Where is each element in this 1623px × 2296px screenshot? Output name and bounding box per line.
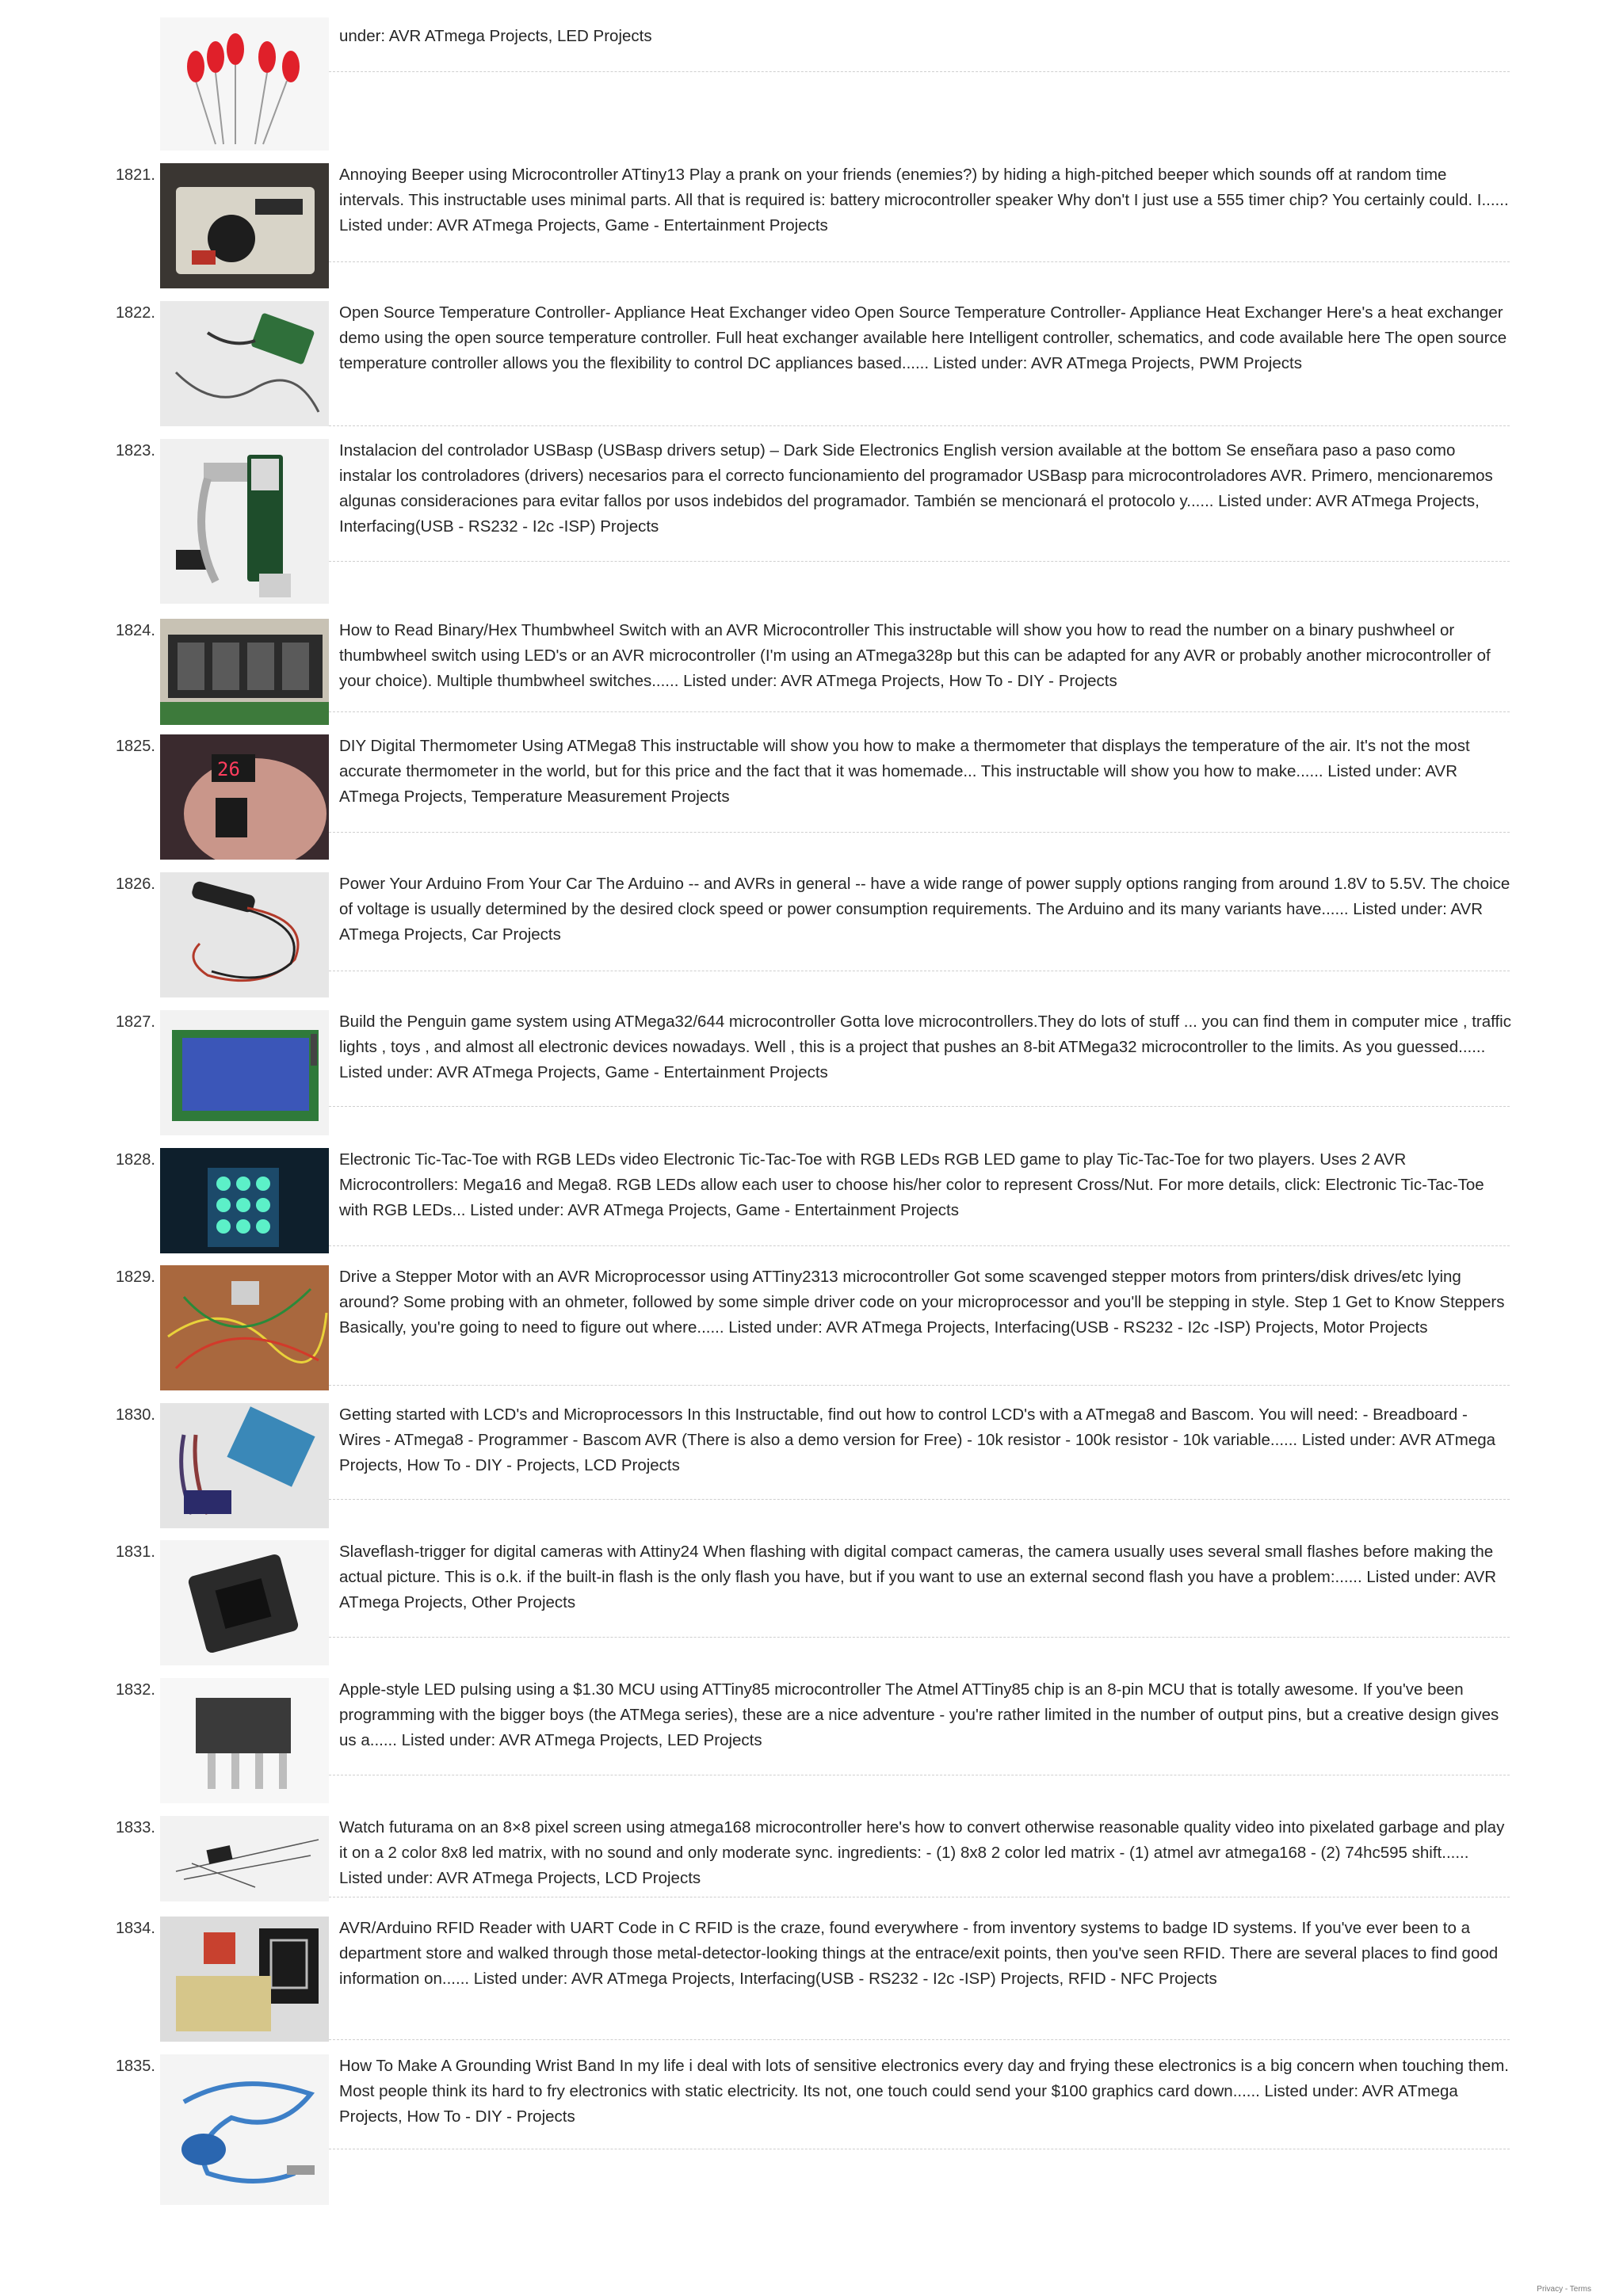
- grounding-wrist-band-photo-icon[interactable]: [160, 2054, 329, 2205]
- item-number: 1833.: [115, 1819, 155, 1836]
- item-number: 1823.: [115, 442, 155, 460]
- item-description[interactable]: Slaveflash-trigger for digital cameras with Attiny24 When flashing with digital compact cameras, the camera usually uses several small flashes before making the actual picture. This is o.k. if the built-in flash is the only flash you have, but if you want to use an external second flash you have a problem:...... Listed under: AVR ATmega Projects, Other Projects: [339, 1543, 1497, 1611]
- item-number: 1835.: [115, 2058, 155, 2075]
- item-number: 1831.: [115, 1543, 155, 1561]
- svg-text:26: 26: [217, 758, 240, 780]
- item-number: 1822.: [115, 304, 155, 322]
- divider: [329, 711, 1510, 712]
- item-number: 1825.: [115, 738, 155, 755]
- item-number: 1834.: [115, 1920, 155, 1937]
- led-matrix-sketch-photo-icon[interactable]: [160, 1816, 329, 1901]
- slave-flash-trigger-photo-icon[interactable]: [160, 1540, 329, 1665]
- item-description[interactable]: How to Read Binary/Hex Thumbwheel Switch with an AVR Microcontroller This instructable will show you how to read the number on a binary pushwheel or thumbwheel switch using LED's or an AVR microcontroller (I'm using an ATmega328p but this can be adapted for any AVR or probably another microcontroller of your choice). Multiple thumbwheel switches...... Listed under: AVR ATmega Projects, How To - DIY - Projects: [339, 621, 1491, 690]
- item-description[interactable]: Drive a Stepper Motor with an AVR Microprocessor using ATTiny2313 microcontroller Got some scavenged stepper motors from printers/disk drives/etc lying around? Some probing with an ohmeter, followed by some simple driver code on your microprocessor and you'll be stepping in style. Step 1 Get to Know Steppers Basically, you're going to need to figure out where...... Listed under: AVR ATmega Projects, Interfacing(USB - RS232 - I2c -ISP) Projects, Motor Projects: [339, 1268, 1505, 1337]
- divider: [329, 1385, 1510, 1386]
- item-description[interactable]: Open Source Temperature Controller- Appliance Heat Exchanger video Open Source Temperature Controller- Appliance Heat Exchanger Here's a heat exchanger demo using the open source temperature controller. Full heat exchanger available here Intelligent controller, schematics, and code available here The open source temperature controller allows you the flexibility to control DC appliances based...... Listed under: AVR ATmega Projects, PWM Projects: [339, 303, 1507, 372]
- item-description[interactable]: Instalacion del controlador USBasp (USBasp drivers setup) – Dark Side Electronics English version available at the bottom Se enseñara paso a paso como instalar los controladores (drivers) necesarios para el correcto funcionamiento del programador USBasp para microcontroladores AVR. Primero, mencionaremos algunas consideraciones para evitar fallos por usos indebidos del programador. También se mencionará el protocolo y...... Listed under: AVR ATmega Projects, Interfacing(USB - RS232 - I2c -ISP) Projects: [339, 441, 1493, 536]
- temperature-controller-photo-icon[interactable]: [160, 301, 329, 426]
- car-power-cable-photo-icon[interactable]: [160, 872, 329, 997]
- digital-thermometer-photo-icon[interactable]: [160, 734, 329, 860]
- divider: [329, 1499, 1510, 1500]
- item-description[interactable]: Annoying Beeper using Microcontroller ATtiny13 Play a prank on your friends (enemies?) by hiding a high-pitched beeper which sounds off at random time intervals. This instructable uses minimal parts. All that is required is: battery microcontroller speaker Why don't I just use a 555 timer chip? You certainly could. I...... Listed under: AVR ATmega Projects, Game - Entertainment Projects: [339, 166, 1509, 235]
- rfid-reader-photo-icon[interactable]: [160, 1917, 329, 2042]
- divider: [329, 561, 1510, 562]
- item-number: 1828.: [115, 1151, 155, 1169]
- divider: [329, 71, 1510, 72]
- item-number: 1827.: [115, 1013, 155, 1031]
- divider: [329, 832, 1510, 833]
- divider: [329, 261, 1510, 262]
- divider: [329, 2039, 1510, 2040]
- footer-links[interactable]: Privacy - Terms: [1537, 2285, 1591, 2294]
- divider: [329, 1106, 1510, 1107]
- item-number: 1821.: [115, 166, 155, 184]
- usbasp-programmer-photo-icon[interactable]: [160, 439, 329, 604]
- rgb-led-tic-tac-toe-photo-icon[interactable]: [160, 1148, 329, 1253]
- item-description[interactable]: Build the Penguin game system using ATMega32/644 microcontroller Gotta love microcontrollers.They do lots of stuff ... you can find them in computer mice , traffic lights , toys , and almost all electronic devices nowadays. Well , this is a project that pushes an 8-bit ATMega32 microcontroller to the limits. As you guessed...... Listed under: AVR ATmega Projects, Game - Entertainment Projects: [339, 1013, 1511, 1081]
- item-description[interactable]: AVR/Arduino RFID Reader with UART Code in C RFID is the craze, found everywhere - from inventory systems to badge ID systems. If you've ever been to a department store and walked through those metal-detector-looking things at the entrace/exit points, then you've seen RFID. There are several places to find good information on...... Listed under: AVR ATmega Projects, Interfacing(USB - RS232 - I2c -ISP) Projects, RFID - NFC Projects: [339, 1919, 1499, 1988]
- divider: [329, 1637, 1510, 1638]
- item-number: 1826.: [115, 875, 155, 893]
- divider: [329, 425, 1510, 426]
- red-leds-photo-icon[interactable]: [160, 17, 329, 151]
- item-description[interactable]: Getting started with LCD's and Microprocessors In this Instructable, find out how to control LCD's with a ATmega8 and Bascom. You will need: - Breadboard - Wires - ATmega8 - Programmer - Bascom AVR (There is also a demo version for Free) - 10k resistor - 100k resistor - 10k variable...... Listed under: AVR ATmega Projects, How To - DIY - Projects, LCD Projects: [339, 1405, 1496, 1474]
- item-description[interactable]: How To Make A Grounding Wrist Band In my life i deal with lots of sensitive electronics every day and frying these electronics is a big concern when touching them. Most people think its hard to fry electronics with static electricity. Its not, one touch could send your $100 graphics card down...... Listed under: AVR ATmega Projects, How To - DIY - Projects: [339, 2057, 1509, 2126]
- lcd-game-screen-photo-icon[interactable]: [160, 1010, 329, 1135]
- item-description[interactable]: Watch futurama on an 8×8 pixel screen using atmega168 microcontroller here's how to convert otherwise reasonable quality video into pixelated garbage and play it on a 2 color 8x8 led matrix, with no sound and only moderate sync. ingredients: - (1) 8x8 2 color led matrix - (1) atmel avr atmega168 - (2) 74hc595 shift...... Listed under: AVR ATmega Projects, LCD Projects: [339, 1818, 1505, 1887]
- divider: [329, 1245, 1510, 1246]
- attiny85-chip-photo-icon[interactable]: [160, 1678, 329, 1803]
- stepper-motor-wiring-photo-icon[interactable]: [160, 1265, 329, 1390]
- item-description[interactable]: DIY Digital Thermometer Using ATMega8 This instructable will show you how to make a thermometer that displays the temperature of the air. It's not the most accurate thermometer in the world, but for this price and the fact that it was homemade... This instructable will show you how to make...... Listed under: AVR ATmega Projects, Temperature Measurement Projects: [339, 737, 1470, 806]
- item-number: 1832.: [115, 1681, 155, 1699]
- item-description[interactable]: under: AVR ATmega Projects, LED Projects: [339, 27, 652, 45]
- item-number: 1829.: [115, 1268, 155, 1286]
- beeper-circuit-photo-icon[interactable]: [160, 163, 329, 288]
- item-description[interactable]: Electronic Tic-Tac-Toe with RGB LEDs video Electronic Tic-Tac-Toe with RGB LEDs RGB LED game to play Tic-Tac-Toe for two players. Uses 2 AVR Microcontrollers: Mega16 and Mega8. RGB LEDs allow each user to choose his/her color to represent Cross/Nut. For more details, click: Electronic Tic-Tac-Toe with RGB LEDs... Listed under: AVR ATmega Projects, Game - Entertainment Projects: [339, 1150, 1484, 1219]
- item-number: 1824.: [115, 622, 155, 639]
- item-number: 1830.: [115, 1406, 155, 1424]
- lcd-breadboard-photo-icon[interactable]: [160, 1403, 329, 1528]
- item-description[interactable]: Apple-style LED pulsing using a $1.30 MCU using ATTiny85 microcontroller The Atmel ATTiny85 chip is an 8-pin MCU that is totally awesome. If you've been programming with the bigger boys (the ATMega series), these are a nice adventure - you're rather limited in the number of output pins, but a creative design gives us a...... Listed under: AVR ATmega Projects, LED Projects: [339, 1680, 1499, 1749]
- thumbwheel-switch-photo-icon[interactable]: [160, 619, 329, 725]
- item-description[interactable]: Power Your Arduino From Your Car The Arduino -- and AVRs in general -- have a wide range of power supply options ranging from around 1.8V to 5.5V. The choice of voltage is usually determined by the desired clock speed or power consumption requirements. The Arduino and its many variants have...... Listed under: AVR ATmega Projects, Car Projects: [339, 875, 1510, 944]
